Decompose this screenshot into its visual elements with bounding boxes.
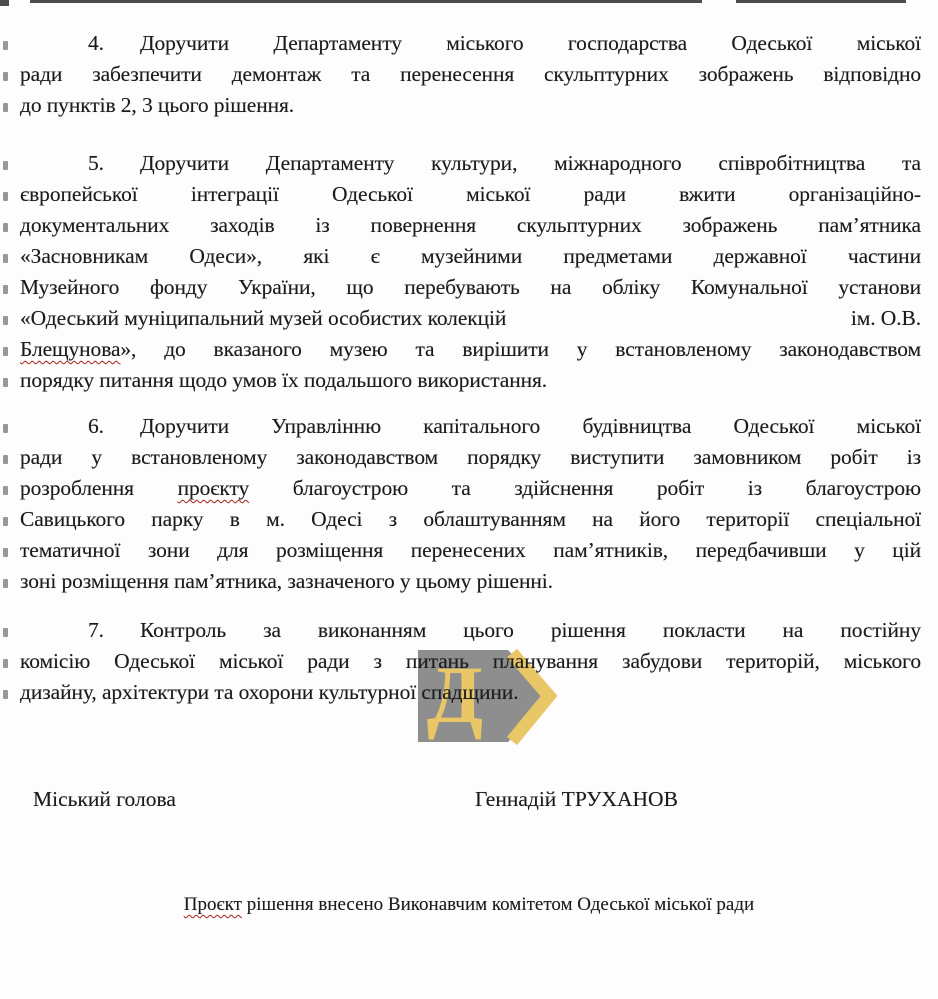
paragraph-line — [20, 90, 921, 121]
line-text: дизайну, архітектури та охорони культурної спадщини. — [20, 680, 519, 704]
misspelled-word: проєкту — [177, 476, 250, 500]
paragraph-line — [20, 210, 921, 241]
paragraph-line — [20, 59, 921, 90]
footer-note — [0, 893, 938, 917]
footer-text: рішення внесено Виконавчим комітетом Одеської міської ради — [241, 894, 755, 915]
signer-name: Геннадій ТРУХАНОВ — [475, 787, 678, 811]
paragraph-line — [20, 535, 921, 566]
line-text: Савицького парку в м. Одесі з облаштуванням на його території спеціальної — [20, 507, 921, 531]
line-text: Музейного фонду України, що перебувають на обліку Комунальної установи — [20, 275, 921, 299]
line-text: розроблення — [20, 476, 178, 500]
paragraph-7 — [20, 615, 921, 708]
paragraph-line — [20, 442, 921, 473]
line-text: благоустрою та здійснення робіт із благоустрою — [249, 476, 921, 500]
signer-title: Міський голова — [33, 787, 176, 811]
line-text: «Засновникам Одеси», які є музейними предметами державної частини — [20, 244, 921, 268]
paragraph-line — [20, 334, 921, 365]
paragraph-line — [20, 615, 921, 646]
misspelled-word: Блещунова — [20, 337, 121, 361]
paragraph-line-with-tab-gap — [20, 303, 921, 334]
line-text: європейської інтеграції Одеської міської ради вжити організаційно- — [20, 182, 921, 206]
paragraph-line — [20, 646, 921, 677]
scan-edge-artifact-corner — [0, 0, 9, 6]
paragraph-6 — [20, 411, 921, 597]
paragraph-number: 5. — [88, 151, 104, 175]
paragraph-line — [20, 241, 921, 272]
line-text: порядку питання щодо умов їх подальшого використання. — [20, 368, 548, 392]
line-text: Контроль за виконанням цього рішення покласти на постійну — [139, 618, 921, 642]
watermark-letter: Д — [426, 649, 484, 740]
scan-edge-artifact-top-left — [30, 0, 702, 3]
line-text-right: ім. О.В. — [850, 306, 921, 330]
paragraph-number: 7. — [88, 618, 104, 642]
line-text: до пунктів 2, 3 цього рішення. — [20, 93, 295, 117]
line-text: зоні розміщення пам’ятника, зазначеного у цьому рішенні. — [20, 569, 553, 593]
line-text: комісію Одеської міської ради з питань планування забудови територій, міського — [20, 649, 921, 673]
paragraph-line — [20, 179, 921, 210]
paragraph-line — [20, 504, 921, 535]
line-text: «Одеський муніципальний музей особистих колекцій — [20, 306, 507, 330]
paragraph-number: 6. — [88, 414, 104, 438]
paragraph-line — [20, 677, 921, 708]
line-text: Доручити Департаменту міського господарства Одеської міської — [139, 31, 921, 55]
line-text: », до вказаного музею та вирішити у встановленому законодавством — [120, 337, 921, 361]
signature-row — [33, 784, 905, 815]
paragraph-line — [20, 272, 921, 303]
paragraph-4 — [20, 28, 921, 121]
line-text: документальних заходів із повернення скульптурних зображень пам’ятника — [20, 213, 921, 237]
paragraph-line — [20, 28, 921, 59]
line-text: ради у встановленому законодавством порядку виступити замовником робіт із — [20, 445, 921, 469]
line-text: ради забезпечити демонтаж та перенесення скульптурних зображень відповідно — [20, 62, 921, 86]
misspelled-word: Проєкт — [183, 894, 242, 915]
paragraph-line — [20, 365, 921, 396]
line-text: Доручити Управлінню капітального будівництва Одеської міської — [139, 414, 921, 438]
paragraph-5 — [20, 148, 921, 396]
paragraph-line — [20, 411, 921, 442]
paragraph-line — [20, 473, 921, 504]
line-text: тематичної зони для розміщення перенесених пам’ятників, передбачивши у цій — [20, 538, 921, 562]
paragraph-number: 4. — [88, 31, 104, 55]
line-text: Доручити Департаменту культури, міжнародного співробітництва та — [139, 151, 921, 175]
paragraph-line — [20, 566, 921, 597]
paragraph-line — [20, 148, 921, 179]
scan-edge-artifact-top-right — [736, 0, 906, 3]
